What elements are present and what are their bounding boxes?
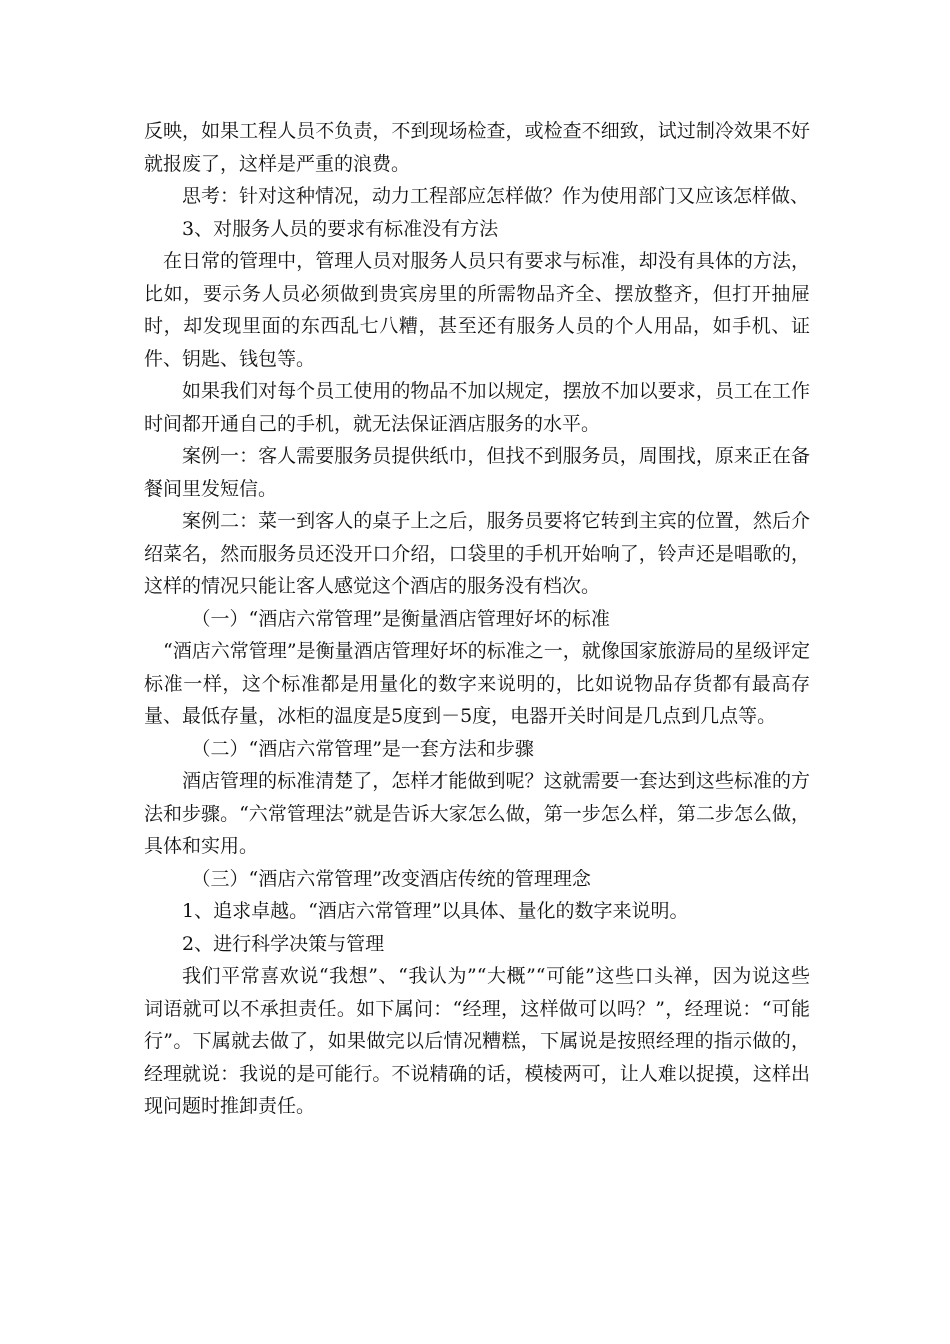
paragraph-thinking-question: 思考：针对这种情况，动力工程部应怎样做？作为使用部门又应该怎样做、 (182, 185, 810, 207)
list-item-scientific-decision: 2、进行科学决策与管理 (182, 932, 385, 955)
list-item-pursue-excellence: 1、追求卓越。“酒店六常管理”以具体、量化的数字来说明。 (182, 900, 689, 922)
subheading-one: （一）“酒店六常管理”是衡量酒店管理好坏的标准 (191, 607, 610, 630)
subheading-three: （三）“酒店六常管理”改变酒店传统的管理理念 (191, 867, 591, 890)
paragraph-catchphrases: 我们平常喜欢说“我想”、“我认为”“大概”“可能”这些口头禅，因为说这些词语就可以不承担责任。如下属问：“经理，这样做可以吗？”，经理说：“可能行”。下属就去做了，如果做完以后情况糟糕，下属说是按照经理的指示做的，经理就说：我说的是可能行。不说精确的话，模棱两可，让人难以捉摸，这样出现问题时推卸责任。 (144, 965, 810, 1117)
paragraph-case-two: 案例二：菜一到客人的桌子上之后，服务员要将它转到主宾的位置，然后介绍菜名，然而服务员还没开口介绍，口袋里的手机开始响了，铃声还是唱歌的，这样的情况只能让客人感觉这个酒店的服务没有档次。 (144, 510, 810, 597)
document-body (144, 115, 810, 1123)
section-heading-standards-no-method: 3、对服务人员的要求有标准没有方法 (182, 217, 499, 240)
paragraph-case-one: 案例一：客人需要服务员提供纸巾，但找不到服务员，周围找，原来正在备餐间里发短信。 (144, 445, 810, 500)
paragraph-six-s-standard: “酒店六常管理”是衡量酒店管理好坏的标准之一，就像国家旅游局的星级评定标准一样，这个标准都是用量化的数字来说明的，比如说物品存货都有最高存量、最低存量，冰柜的温度是5度到－5度，电器开关时间是几点到几点等。 (144, 640, 810, 727)
paragraph-intro-continuation: 反映，如果工程人员不负责，不到现场检查，或检查不细致，试过制冷效果不好就报废了，这样是严重的浪费。 (144, 120, 810, 175)
paragraph-employee-items: 如果我们对每个员工使用的物品不加以规定，摆放不加以要求，员工在工作时间都开通自己的手机，就无法保证酒店服务的水平。 (144, 380, 810, 435)
paragraph-daily-management: 在日常的管理中，管理人员对服务人员只有要求与标准，却没有具体的方法，比如，要示务人员必须做到贵宾房里的所需物品齐全、摆放整齐，但打开抽屉时，却发现里面的东西乱七八糟，甚至还有服务人员的个人用品，如手机、证件、钥匙、钱包等。 (144, 250, 810, 370)
subheading-two: （二）“酒店六常管理”是一套方法和步骤 (191, 737, 534, 760)
paragraph-methods-steps: 酒店管理的标准清楚了，怎样才能做到呢？这就需要一套达到这些标准的方法和步骤。“六常管理法”就是告诉大家怎么做，第一步怎么样，第二步怎么做，具体和实用。 (144, 770, 810, 857)
